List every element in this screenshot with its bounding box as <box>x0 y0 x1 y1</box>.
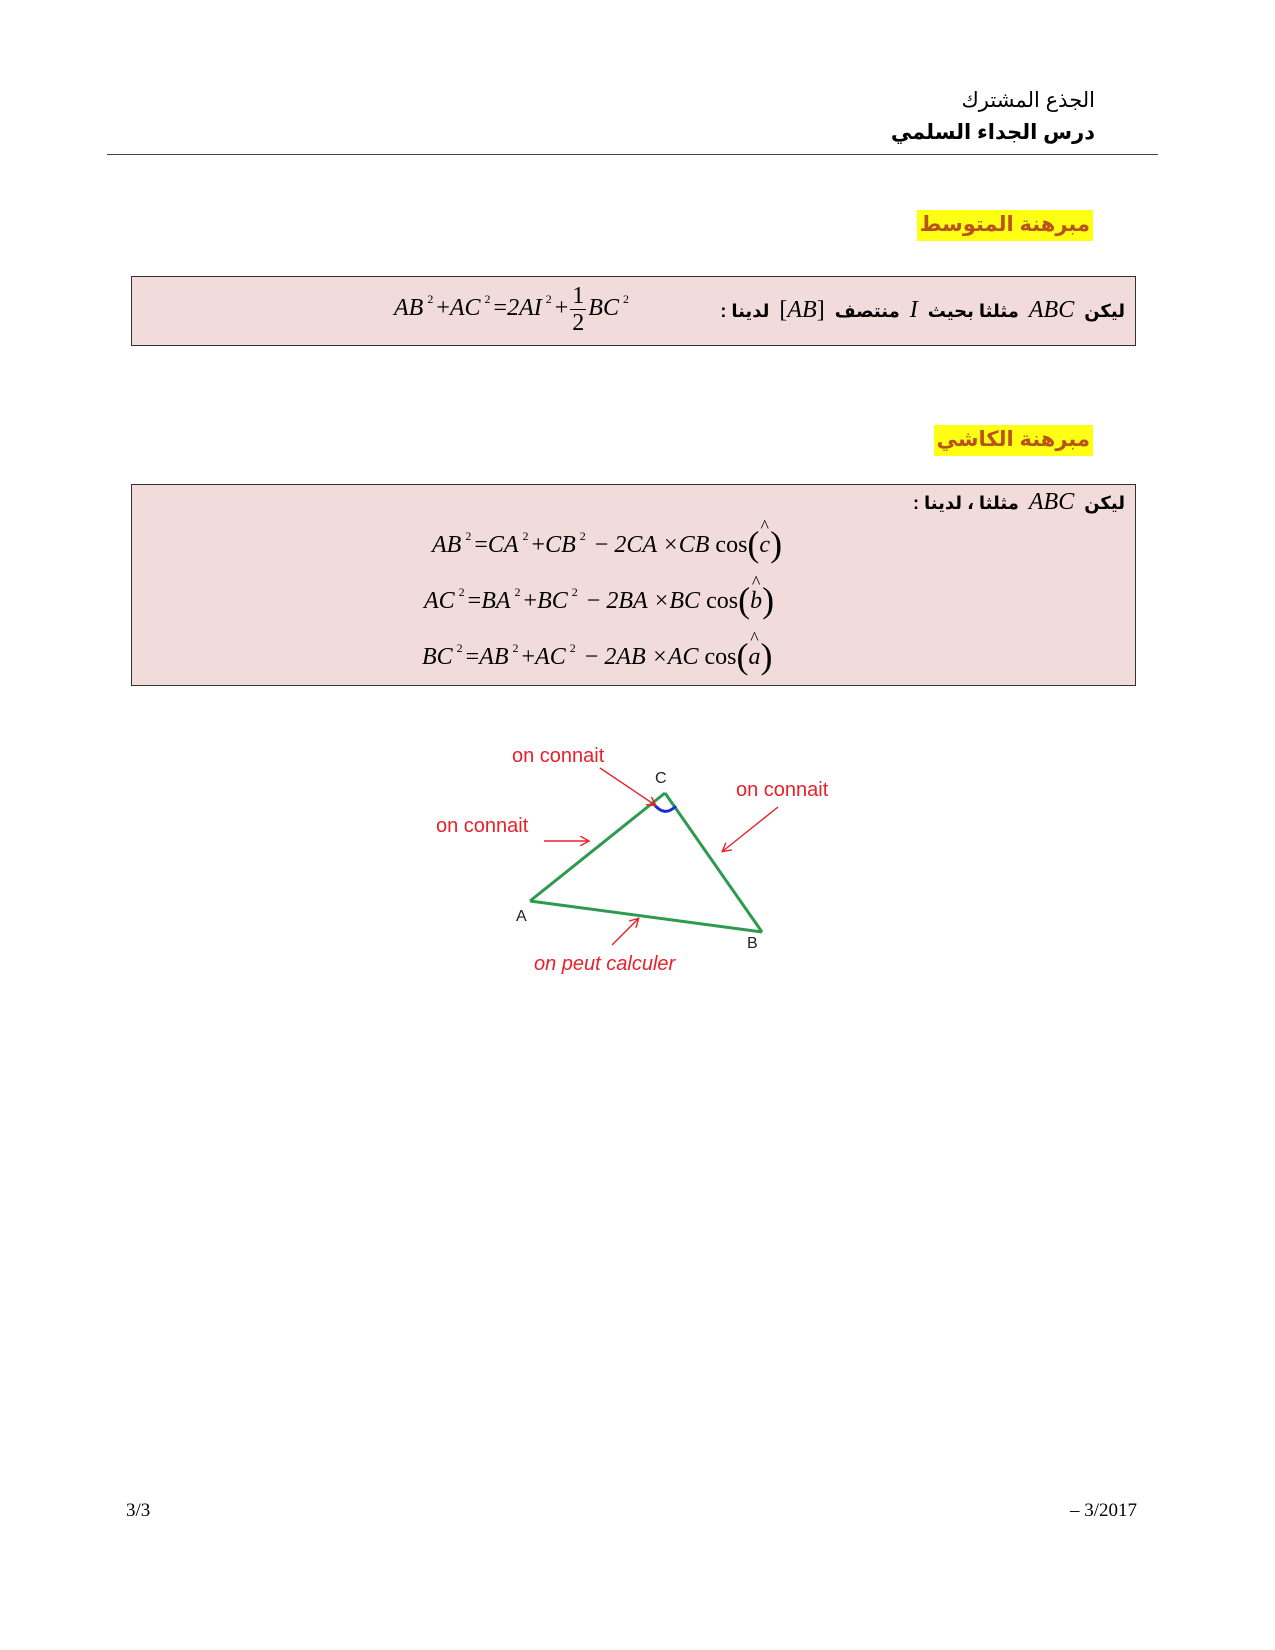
fraction-one-half: $\frac{1}{2}$ <box>572 283 585 336</box>
vertex-c-label: C <box>655 770 667 787</box>
alkashi-formula-ac: AC $^2$ =BA $^2$ +BC $^2$ − 2BA ×BC cos(^ b) <box>424 579 774 621</box>
side-ac <box>530 793 665 901</box>
label-side-ac-known: on connait <box>436 815 529 837</box>
page-number: 3/3 <box>126 1500 151 1521</box>
side-ab <box>530 901 762 932</box>
alkashi-theorem-title: مبرهنة الكاشي <box>934 425 1093 456</box>
median-statement: ليكن ABC مثلثا بحيث I منتصف [AB] لدينا : <box>720 297 1125 323</box>
vertex-b-label: B <box>747 935 758 952</box>
label-angle-known: on connait <box>512 745 605 767</box>
vertex-a-label: A <box>516 908 527 925</box>
median-theorem-title: مبرهنة المتوسط <box>917 210 1093 241</box>
arrow-side-bc <box>723 807 778 851</box>
alkashi-formula-ab: AB $^2$ =CA $^2$ +CB $^2$ − 2CA ×CB cos(^ c) <box>432 523 782 565</box>
lesson-title: درس الجداء السلمي <box>890 121 1095 144</box>
arrow-side-ab <box>612 919 638 945</box>
label-ab-compute: on peut calculer <box>534 953 676 975</box>
alkashi-formula-bc: BC $^2$ =AB $^2$ +AC $^2$ − 2AB ×AC cos(^ a) <box>422 635 773 677</box>
label-side-bc-known: on connait <box>736 779 829 801</box>
course-title: الجذع المشترك <box>961 89 1095 112</box>
side-cb <box>665 793 762 932</box>
arrow-angle-c <box>600 768 655 805</box>
median-formula: AB $^2$ +AC $^2$ =2AI $^2$ + $\frac{1}{2}$ BC $^2$ <box>394 283 629 336</box>
footer-date: – 3/2017 <box>1069 1500 1137 1521</box>
alkashi-statement: ليكن ABC مثلثا ، لدينا : <box>913 489 1125 515</box>
